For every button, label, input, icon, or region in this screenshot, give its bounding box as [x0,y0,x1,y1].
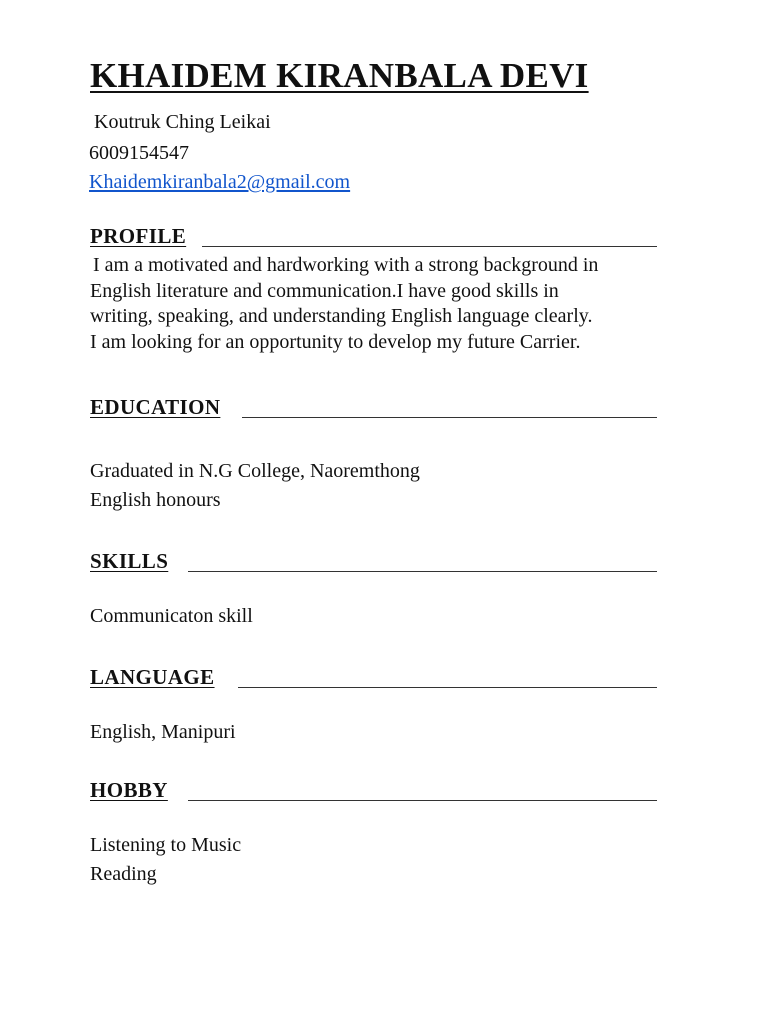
hobby-line: Reading [90,863,157,885]
language-divider [238,687,657,688]
profile-line: English literature and communication.I have good skills in [90,279,559,302]
language-section-header [90,667,657,691]
phone-number: 6009154547 [89,142,189,164]
profile-line: I am looking for an opportunity to develop my future Carrier. [90,330,581,353]
address: Koutruk Ching Leikai [94,111,271,133]
language-heading: LANGUAGE [90,665,215,689]
skills-section-header [90,551,657,575]
education-divider [242,417,657,418]
skills-heading: SKILLS [90,549,169,573]
skills-divider [188,571,657,572]
profile-heading: PROFILE [90,224,187,248]
profile-summary [90,253,670,355]
profile-line: I am a motivated and hardworking with a strong background in [93,254,599,276]
candidate-name: KHAIDEM KIRANBALA DEVI [90,56,589,95]
hobby-heading: HOBBY [90,778,168,802]
hobby-section-header [90,780,657,804]
profile-divider [202,246,657,247]
skills-line: Communicaton skill [90,605,253,627]
education-heading: EDUCATION [90,395,221,419]
education-section-header [90,397,657,421]
profile-line: writing, speaking, and understanding English language clearly. [90,305,593,327]
hobby-line: Listening to Music [90,834,242,856]
email-link[interactable]: Khaidemkiranbala2@gmail.com [89,171,351,193]
hobby-divider [188,800,657,801]
language-line: English, Manipuri [90,721,236,743]
education-line: Graduated in N.G College, Naoremthong [90,460,420,482]
profile-section-header [90,226,657,250]
education-line: English honours [90,489,221,511]
